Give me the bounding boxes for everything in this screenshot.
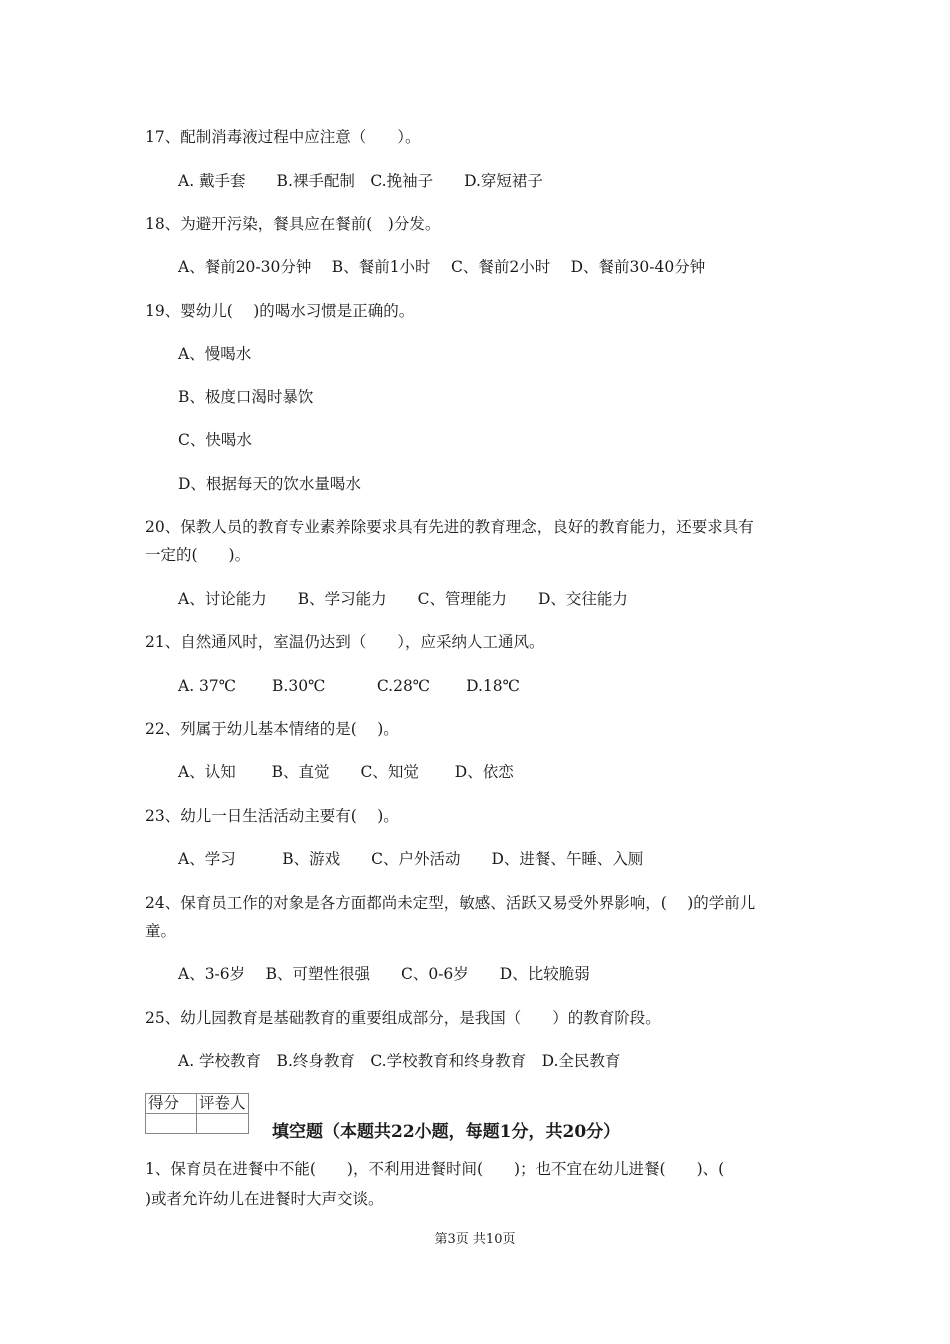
question-25-options: A. 学校教育 B.终身教育 C.学校教育和终身教育 D.全民教育 [178,1052,621,1070]
question-21-stem: 21、自然通风时，室温仍达到（ ），应采纳人工通风。 [145,633,545,651]
question-19-option-d: D、根据每天的饮水量喝水 [178,475,361,493]
question-17-options: A. 戴手套 B.裸手配制 C.挽袖子 D.穿短裙子 [178,172,543,190]
question-18-options: A、餐前20-30分钟 B、餐前1小时 C、餐前2小时 D、餐前30-40分钟 [178,258,706,276]
question-17-stem: 17、配制消毒液过程中应注意（ ）。 [145,128,421,146]
question-24-stem-line2: 童。 [145,922,177,940]
question-24-options: A、3-6岁 B、可塑性很强 C、0-6岁 D、比较脆弱 [178,965,590,983]
section-title: 填空题（本题共22小题，每题1分，共20分） [272,1122,621,1142]
question-23-stem: 23、幼儿一日生活活动主要有( )。 [145,807,399,825]
question-19-option-b: B、极度口渴时暴饮 [178,388,314,406]
question-19-option-c: C、快喝水 [178,431,252,449]
question-22-stem: 22、列属于幼儿基本情绪的是( )。 [145,720,399,738]
grader-cell [197,1114,249,1134]
question-21-options: A. 37℃ B.30℃ C.28℃ D.18℃ [178,677,520,695]
question-20-stem-line2: 一定的( )。 [145,546,251,564]
question-19-stem: 19、婴幼儿( )的喝水习惯是正确的。 [145,302,415,320]
question-23-options: A、学习 B、游戏 C、户外活动 D、进餐、午睡、入厕 [178,850,644,868]
question-24-stem-line1: 24、保育员工作的对象是各方面都尚未定型，敏感、活跃又易受外界影响，( )的学前儿 [145,894,756,912]
page-footer: 第3页 共10页 [434,1232,516,1247]
fill-question-1-line1: 1、保育员在进餐中不能( )，不利用进餐时间( )；也不宜在幼儿进餐( )、( [145,1160,725,1178]
fill-question-1-line2: )或者允许幼儿在进餐时大声交谈。 [145,1190,384,1208]
question-18-stem: 18、为避开污染，餐具应在餐前( )分发。 [145,215,441,233]
score-cell [146,1114,197,1134]
question-19-option-a: A、慢喝水 [178,345,252,363]
question-25-stem: 25、幼儿园教育是基础教育的重要组成部分，是我国（ ）的教育阶段。 [145,1009,661,1027]
score-label: 得分 [146,1094,197,1114]
question-20-stem-line1: 20、保教人员的教育专业素养除要求具有先进的教育理念，良好的教育能力，还要求具有 [145,518,754,536]
grader-label: 评卷人 [197,1094,249,1114]
question-20-options: A、讨论能力 B、学习能力 C、管理能力 D、交往能力 [178,590,628,608]
score-table [145,1093,249,1134]
question-22-options: A、认知 B、直觉 C、知觉 D、依恋 [178,763,514,781]
